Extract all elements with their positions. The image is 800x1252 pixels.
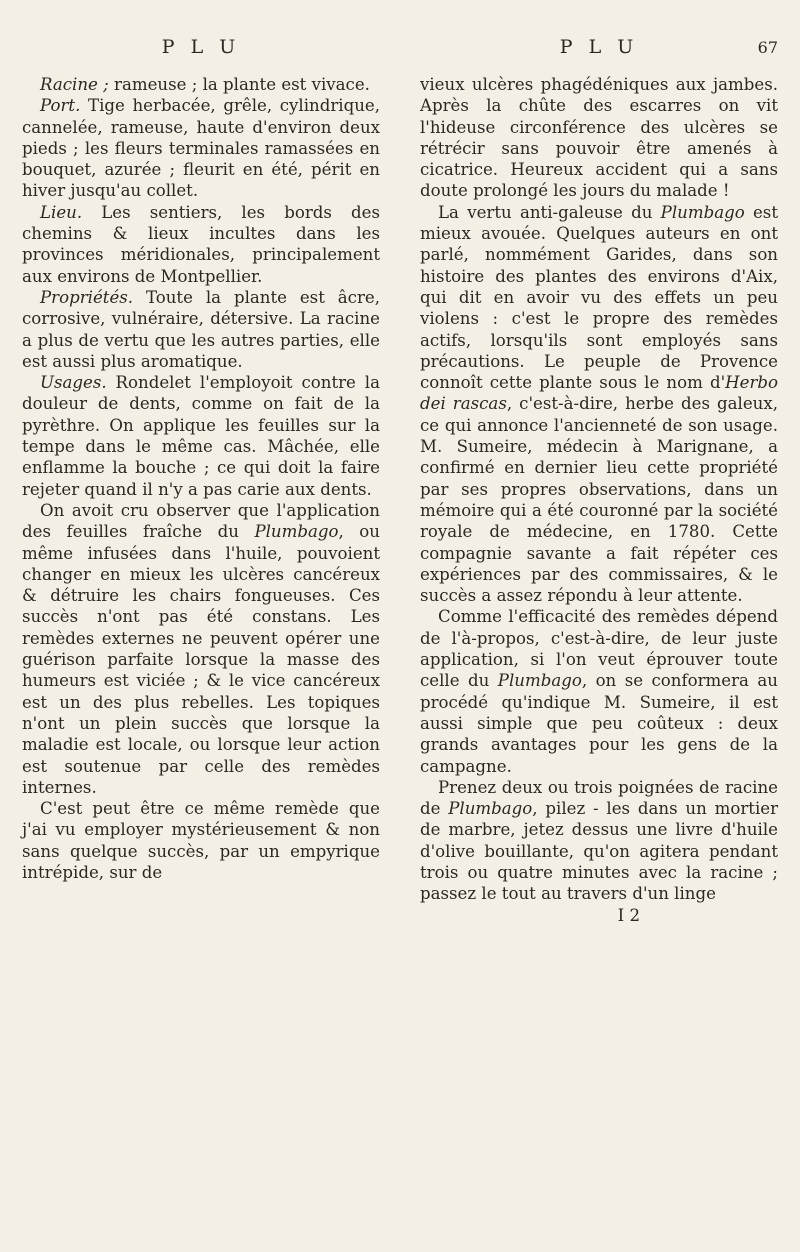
right-running-head xyxy=(420,36,778,74)
paragraph-racine: Racine ; rameuse ; la plante est vivace. xyxy=(40,75,370,94)
paragraph-remede: C'est peut être ce même remède que j'ai vu employer mystérieusement & non sans quelque succès, par un empyrique intrépide, sur de xyxy=(22,799,380,882)
right-head-word: P L U xyxy=(559,36,639,58)
paragraph-proprietes: Propriétés. Toute la plante est âcre, corrosive, vulnéraire, détersive. La racine a plus de vertu que les autres parties, elle est aussi plus aromatique. xyxy=(22,287,380,371)
right-column xyxy=(420,36,778,926)
page-number: 67 xyxy=(757,38,778,57)
paragraph-application: On avoit cru observer que l'application des feuilles fraîche du Plumbago, ou même infusées dans l'huile, pouvoient changer en mieux les ulcères cancéreux & détruire les chairs fongueuses. Ces succès n'ont pas été constans. Les remèdes externes ne peuvent opérer une guérison parfaite lorsque la masse des humeurs est viciée ; & le vice cancéreux est un des plus rebelles. Les topiques n'ont un plein succès que lorsque la maladie est locale, ou lorsque leur action est soutenue par celle des remèdes internes. xyxy=(22,500,380,797)
signature-mark: I 2 xyxy=(617,905,640,925)
left-text xyxy=(22,74,380,883)
left-column xyxy=(22,36,380,883)
left-head-word: P L U xyxy=(161,36,241,58)
paragraph-continuation: vieux ulcères phagédéniques aux jambes. Après la chûte des escarres on vit l'hideuse circonférence des ulcères se rétrécir sans pouvoir être amenés à cicatrice. Heureux accident qui a sans doute prolongé les jours du malade ! xyxy=(420,75,778,201)
paragraph-recette: Prenez deux ou trois poignées de racine de Plumbago, pilez - les dans un mortier de marbre, jetez dessus une livre d'huile d'olive bouillante, qu'on agitera pendant trois ou quatre minutes avec la racine ; passez le tout au travers d'un linge xyxy=(420,777,779,904)
paragraph-usages: Usages. Rondelet l'employoit contre la douleur de dents, comme on fait de la pyrèthre. On applique les feuilles sur la tempe dans le même cas. Mâchée, elle enflamme la bouche ; ce qui doit la faire rejeter quand il n'y a pas carie aux dents. xyxy=(22,373,380,499)
paragraph-lieu: Lieu. Les sentiers, les bords des chemins & lieux incultes dans les provinces méridionales, principalement aux environs de Montpellier. xyxy=(22,202,380,286)
right-text xyxy=(420,74,778,905)
left-running-head xyxy=(22,36,380,74)
paragraph-vertu: La vertu anti-galeuse du Plumbago est mieux avouée. Quelques auteurs en ont parlé, nommément Garides, dans son histoire des plantes des environs d'Aix, qui dit en avoir vu des effets un peu violens : c'est le propre des remèdes actifs, lorsqu'ils sont employés sans précautions. Le peuple de Provence connoît cette plante sous le nom d'Herbo dei rascas, c'est-à-dire, herbe des galeux, ce qui annonce l'ancienneté de son usage. M. Sumeire, médecin à Marignane, a confirmé en dernier lieu cette propriété par ses propres observations, dans un mémoire qui a été couronné par la société royale de médecine, en 1780. Cette compagnie savante a fait répéter ces expériences par des commissaires, & le succès a assez répondu à leur attente. xyxy=(420,202,778,606)
paragraph-port: Port. Tige herbacée, grêle, cylindrique, cannelée, rameuse, haute d'environ deux pieds ; les fleurs terminales ramassées en bouquet, azurée ; fleurit en été, périt en hiver jusqu'au collet. xyxy=(22,96,380,201)
paragraph-efficacite: Comme l'efficacité des remèdes dépend de l'à-propos, c'est-à-dire, de leur juste application, si l'on veut éprouver toute celle du Plumbago, on se conformera au procédé qu'indique M. Sumeire, il est aussi simple que peu coûteux : deux grands avantages pour les gens de la campagne. xyxy=(420,607,778,776)
